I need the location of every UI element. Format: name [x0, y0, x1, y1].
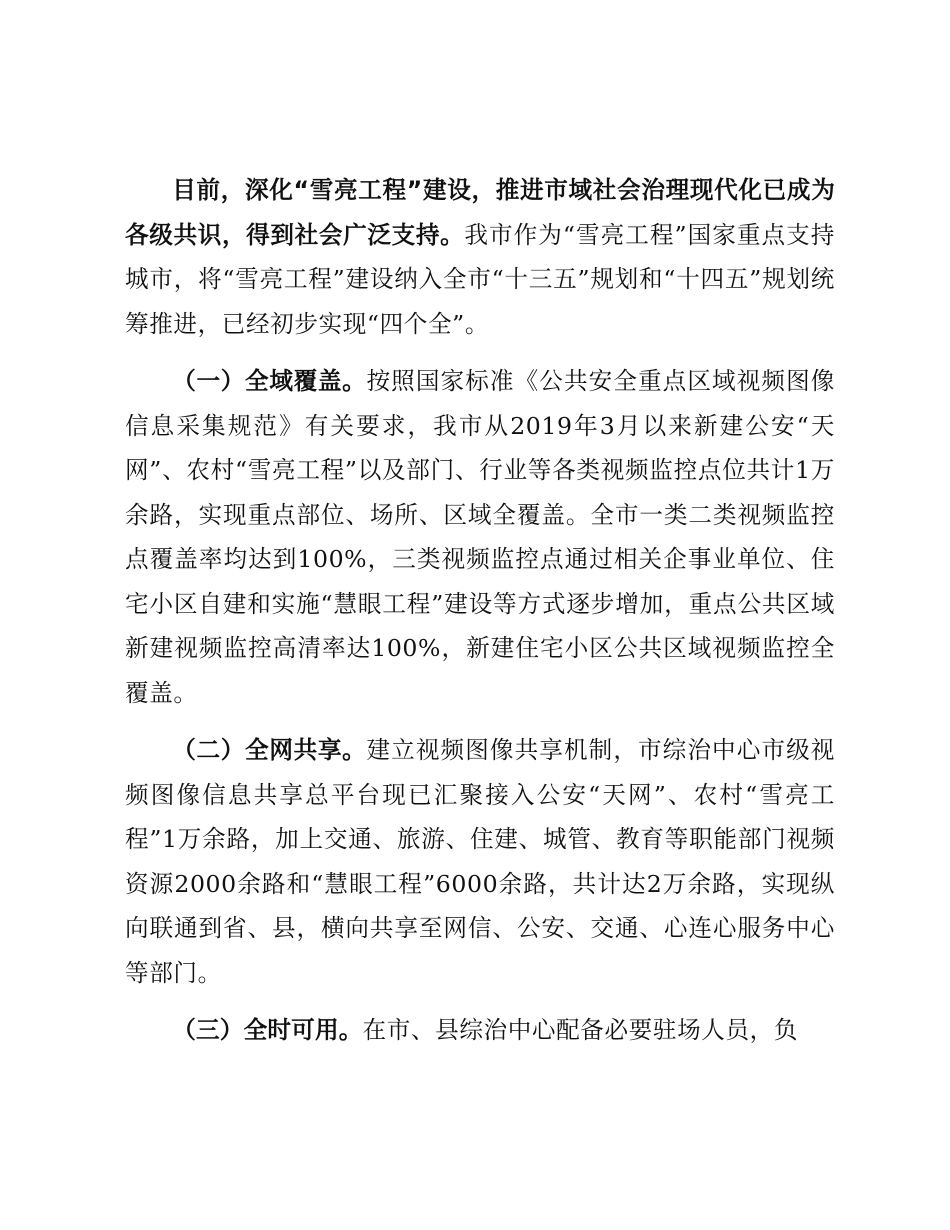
document-body — [125, 168, 835, 1053]
paragraph-full-time-text: 在市、县综治中心配备必要驻场人员，负 — [362, 1016, 799, 1044]
paragraph-intro — [125, 168, 835, 346]
paragraph-full-coverage-text: 按照国家标准《公共安全重点区域视频图像信息采集规范》有关要求，我市从2019年3月以来新建公安“天网”、农村“雪亮工程”以及部门、行业等各类视频监控点位共计1万余路，实现重点部位、场所、区域全覆盖。全市一类二类视频监控点覆盖率均达到100%，三类视频监控点通过相关企事业单位、住宅小区自建和实施“慧眼工程”建设等方式逐步增加，重点公共区域新建视频监控高清率达100%，新建住宅小区公共区域视频监控全覆盖。 — [125, 367, 835, 707]
paragraph-intro-text: 我市作为“雪亮工程”国家重点支持城市，将“雪亮工程”建设纳入全市“十三五”规划和“十四五”规划统筹推进，已经初步实现“四个全”。 — [125, 220, 835, 338]
paragraph-full-time — [125, 1008, 835, 1053]
paragraph-full-sharing-text: 建立视频图像共享机制，市综治中心市级视频图像信息共享总平台现已汇聚接入公安“天网”、农村“雪亮工程”1万余路，加上交通、旅游、住建、城管、教育等职能部门视频资源2000余路和“慧眼工程”6000余路，共计达2万余路，实现纵向联通到省、县，横向共享至网信、公安、交通、心连心服务中心等部门。 — [125, 736, 835, 987]
paragraph-full-sharing — [125, 728, 835, 995]
paragraph-full-time-heading: （三）全时可用。 — [172, 1016, 363, 1044]
paragraph-intro-lead: 目前，深化“雪亮工程”建设，推进市域社会治理现代化已成为各级共识，得到社会广泛支持。 — [125, 176, 835, 249]
paragraph-full-coverage — [125, 359, 835, 715]
paragraph-full-coverage-heading: （一）全域覆盖。 — [172, 367, 367, 395]
paragraph-full-sharing-heading: （二）全网共享。 — [172, 736, 367, 764]
